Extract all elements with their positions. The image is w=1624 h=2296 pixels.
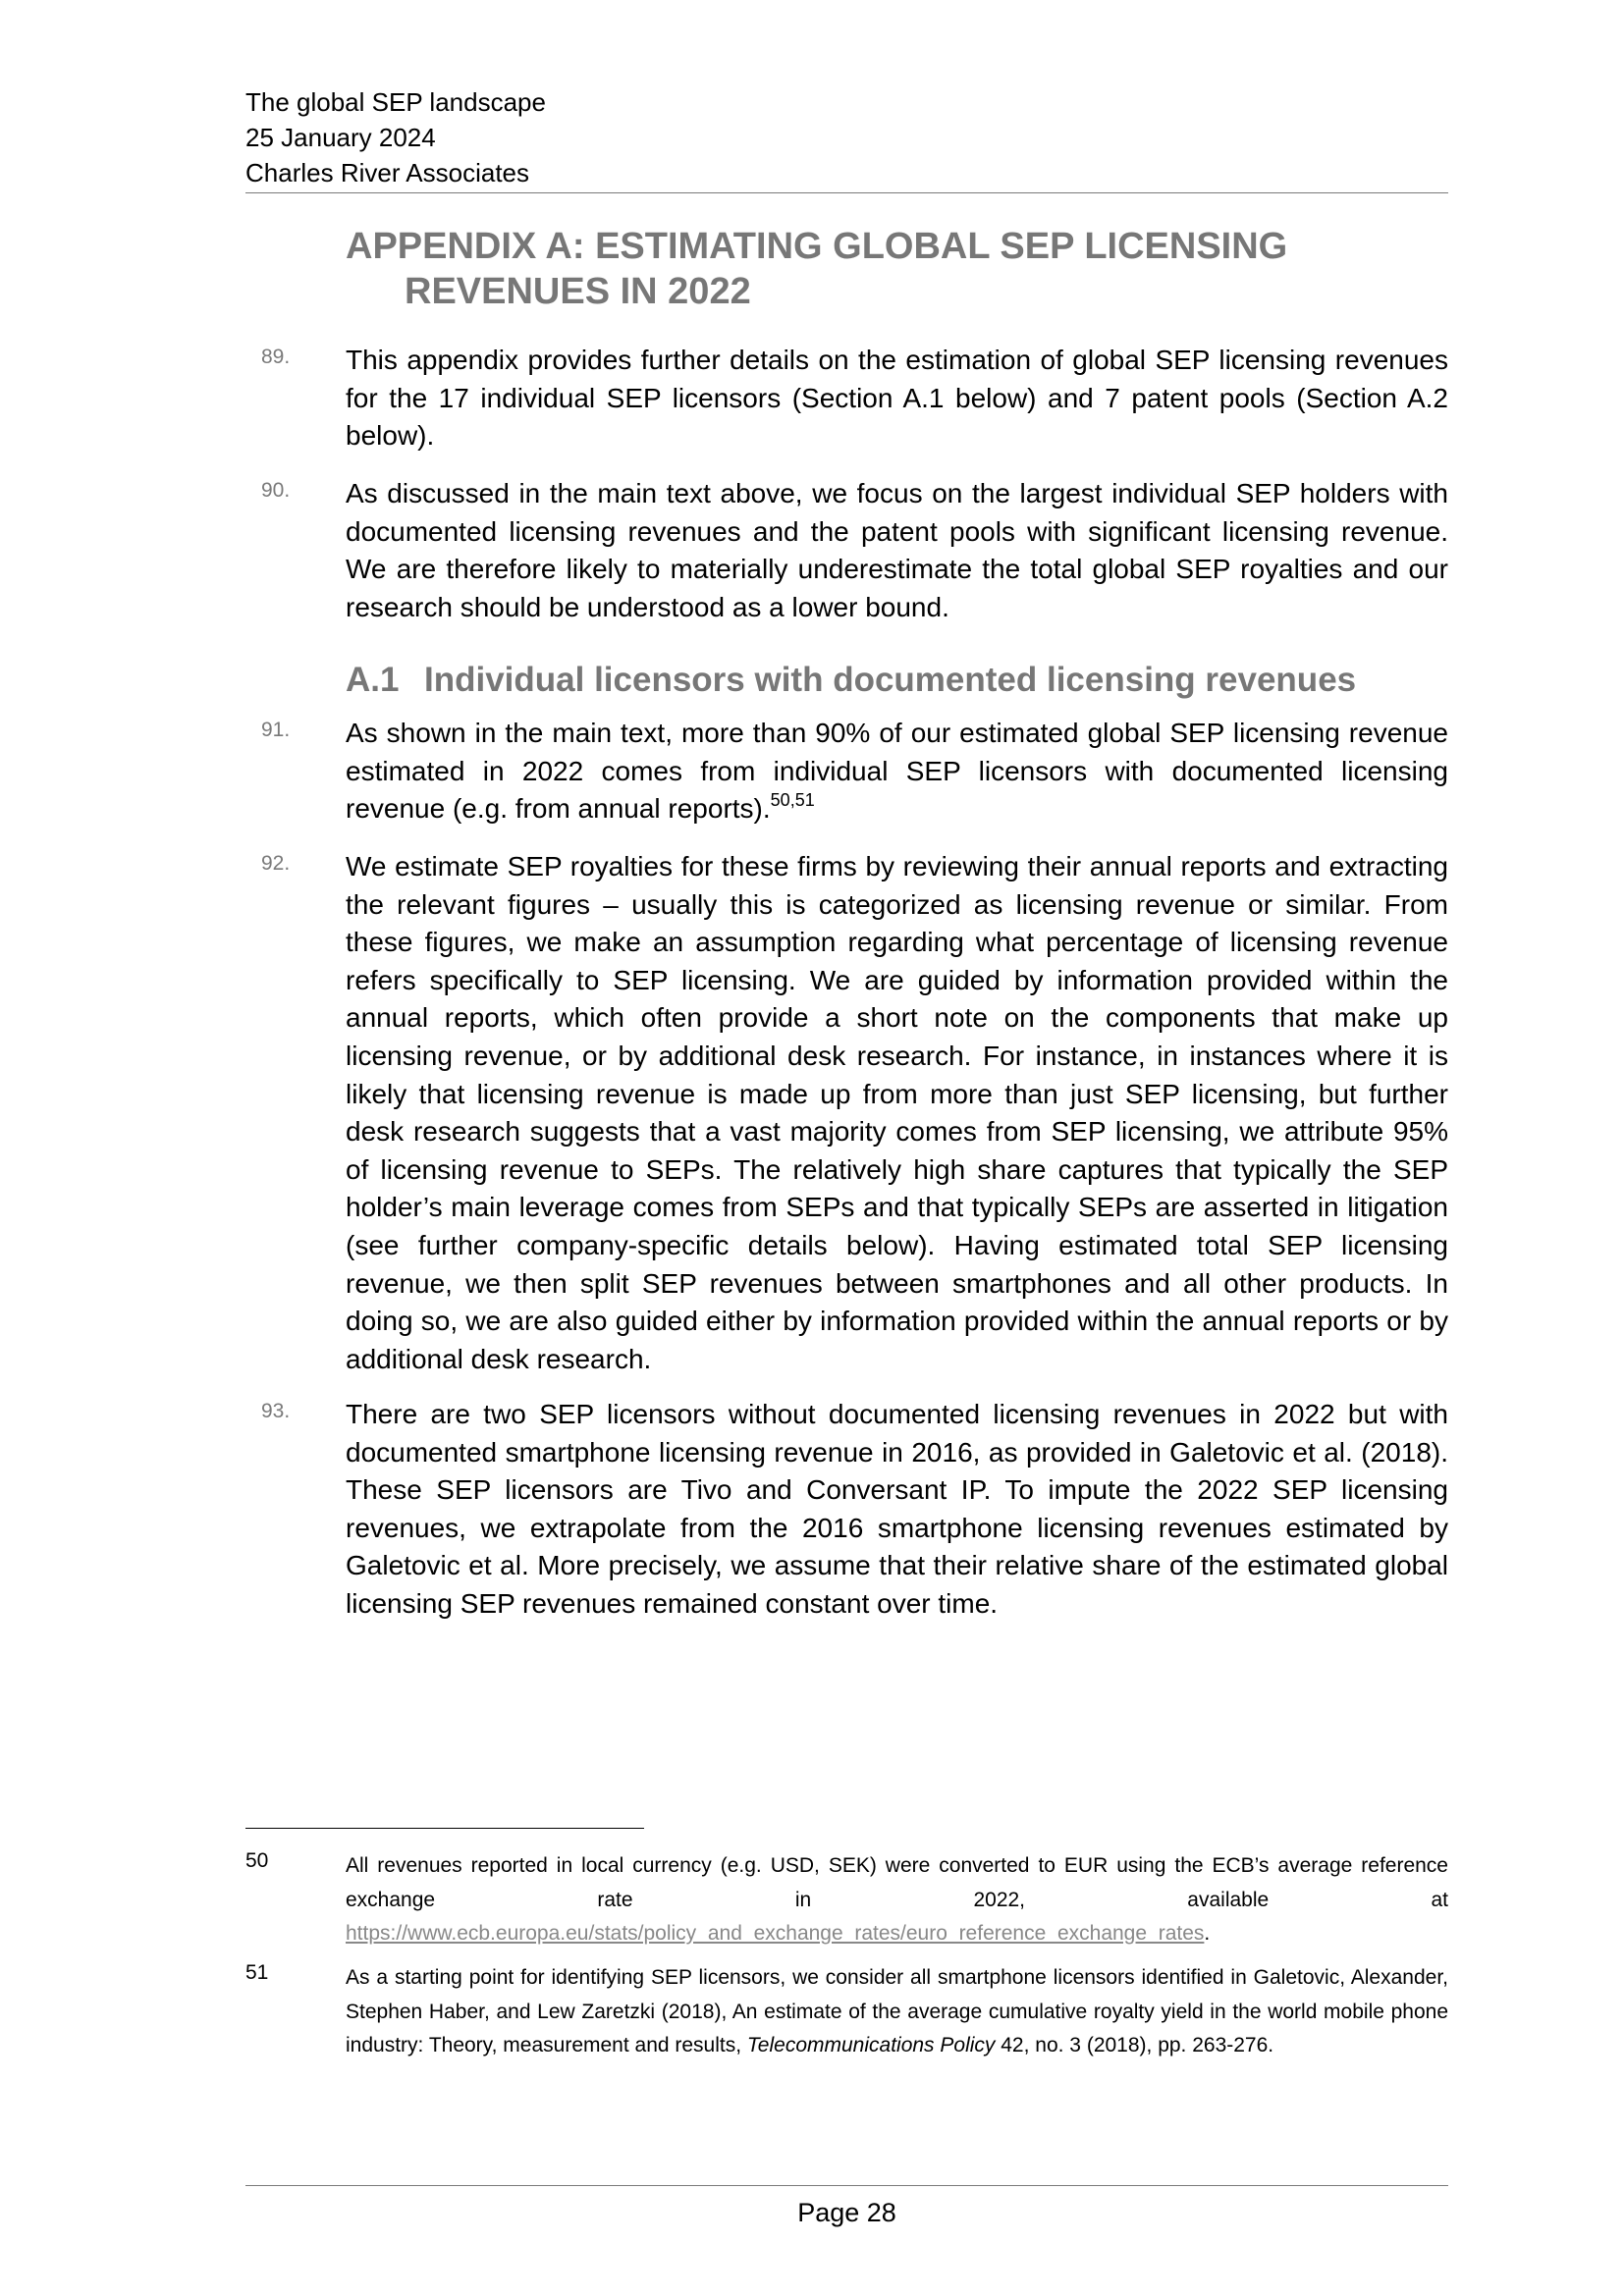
paragraph-89 <box>245 342 1448 455</box>
appendix-heading-line2: REVENUES IN 2022 <box>405 271 751 312</box>
footnote-body: All revenues reported in local currency (e.g. USD, SEK) were converted to EUR using the ECB’s average reference exchange rate in 2022, available at <box>346 1854 1448 1911</box>
paragraph-body: As shown in the main text, more than 90% of our estimated global SEP licensing revenue estimated in 2022 comes from individual SEP licensors with documented licensing revenue (e.g. from annual reports). <box>346 718 1448 825</box>
footnote-text <box>346 1849 1448 1951</box>
header-organization: Charles River Associates <box>245 158 529 187</box>
footnote-51 <box>245 1961 1448 2063</box>
paragraph-number: 91. <box>261 719 291 741</box>
paragraph-text <box>346 715 1448 828</box>
footnote-text <box>346 1961 1448 2063</box>
footnote-body-end: . <box>1204 1922 1211 1945</box>
appendix-heading-line1: APPENDIX A: ESTIMATING GLOBAL SEP LICENSING <box>346 226 1288 267</box>
paragraph-number: 89. <box>261 346 291 368</box>
paragraph-text: We estimate SEP royalties for these firms by reviewing their annual reports and extracting the relevant figures – usually this is categorized as licensing revenue or similar. From these figures, we make an assumption regarding what percentage of licensing revenue refers specifically to SEP licensing. We are guided by information provided within the annual reports, which often provide a short note on the components that make up licensing revenue, or by additional desk research. For instance, in instances where it is likely that licensing revenue is made up from more than just SEP licensing, but further desk research suggests that a vast majority comes from SEP licensing, we attribute 95% of licensing revenue to SEPs. The relatively high share captures that typically the SEP holder’s main leverage comes from SEPs and that typically SEPs are asserted in litigation (see further company-specific details below). Having estimated total SEP licensing revenue, we then split SEP revenues between smartphones and all other products. In doing so, we are also guided either by information provided within the annual reports or by additional desk research. <box>346 851 1448 1374</box>
footnote-body: As a starting point for identifying SEP licensors, we consider all smartphone licensors identified in Galetovic, Alexander, Stephen Haber, and Lew Zaretzki (2018), An estimate of the average cumulative royalty yield in the world mobile phone industry: Theory, measurement and results, <box>346 1966 1448 2056</box>
footnote-reference[interactable]: 50,51 <box>770 789 815 810</box>
paragraph-number: 93. <box>261 1400 291 1422</box>
footnote-number: 50 <box>245 1849 269 1872</box>
appendix-heading <box>346 224 1445 314</box>
paragraph-text: This appendix provides further details on the estimation of global SEP licensing revenues for the 17 individual SEP licensors (Section A.1 below) and 7 patent pools (Section A.2 below). <box>346 345 1448 452</box>
footnote-50 <box>245 1849 1448 1951</box>
section-number: A.1 <box>346 661 400 699</box>
paragraph-90 <box>245 475 1448 626</box>
paragraph-number: 92. <box>261 852 291 875</box>
paragraph-92 <box>245 848 1448 1378</box>
running-header <box>245 84 1448 193</box>
footer-rule <box>245 2185 1448 2186</box>
section-heading-a1 <box>346 659 1445 702</box>
footnote-number: 51 <box>245 1961 269 1984</box>
paragraph-text: As discussed in the main text above, we focus on the largest individual SEP holders with documented licensing revenues and the patent pools with significant licensing revenue. We are therefore likely to materially underestimate the total global SEP royalties and our research should be understood as a lower bound. <box>346 478 1448 622</box>
paragraph-93 <box>245 1396 1448 1624</box>
section-title: Individual licensors with documented licensing revenues <box>424 661 1357 699</box>
paragraph-91 <box>245 715 1448 828</box>
footnote-separator <box>245 1828 644 1829</box>
header-title: The global SEP landscape <box>245 87 546 117</box>
footnote-body-end: 42, no. 3 (2018), pp. 263-276. <box>995 2034 1274 2056</box>
paragraph-number: 90. <box>261 479 291 502</box>
page-number: Page 28 <box>797 2198 896 2227</box>
ecb-link[interactable]: https://www.ecb.europa.eu/stats/policy_and_exchange_rates/euro_reference_exchange_rates <box>346 1922 1205 1945</box>
header-date: 25 January 2024 <box>245 123 436 152</box>
paragraph-text: There are two SEP licensors without documented licensing revenues in 2022 but with documented smartphone licensing revenue in 2016, as provided in Galetovic et al. (2018). These SEP licensors are Tivo and Conversant IP. To impute the 2022 SEP licensing revenues, we extrapolate from the 2016 smartphone licensing revenues estimated by Galetovic et al. More precisely, we assume that their relative share of the estimated global licensing SEP revenues remained constant over time. <box>346 1399 1448 1619</box>
journal-title: Telecommunications Policy <box>746 2034 996 2056</box>
